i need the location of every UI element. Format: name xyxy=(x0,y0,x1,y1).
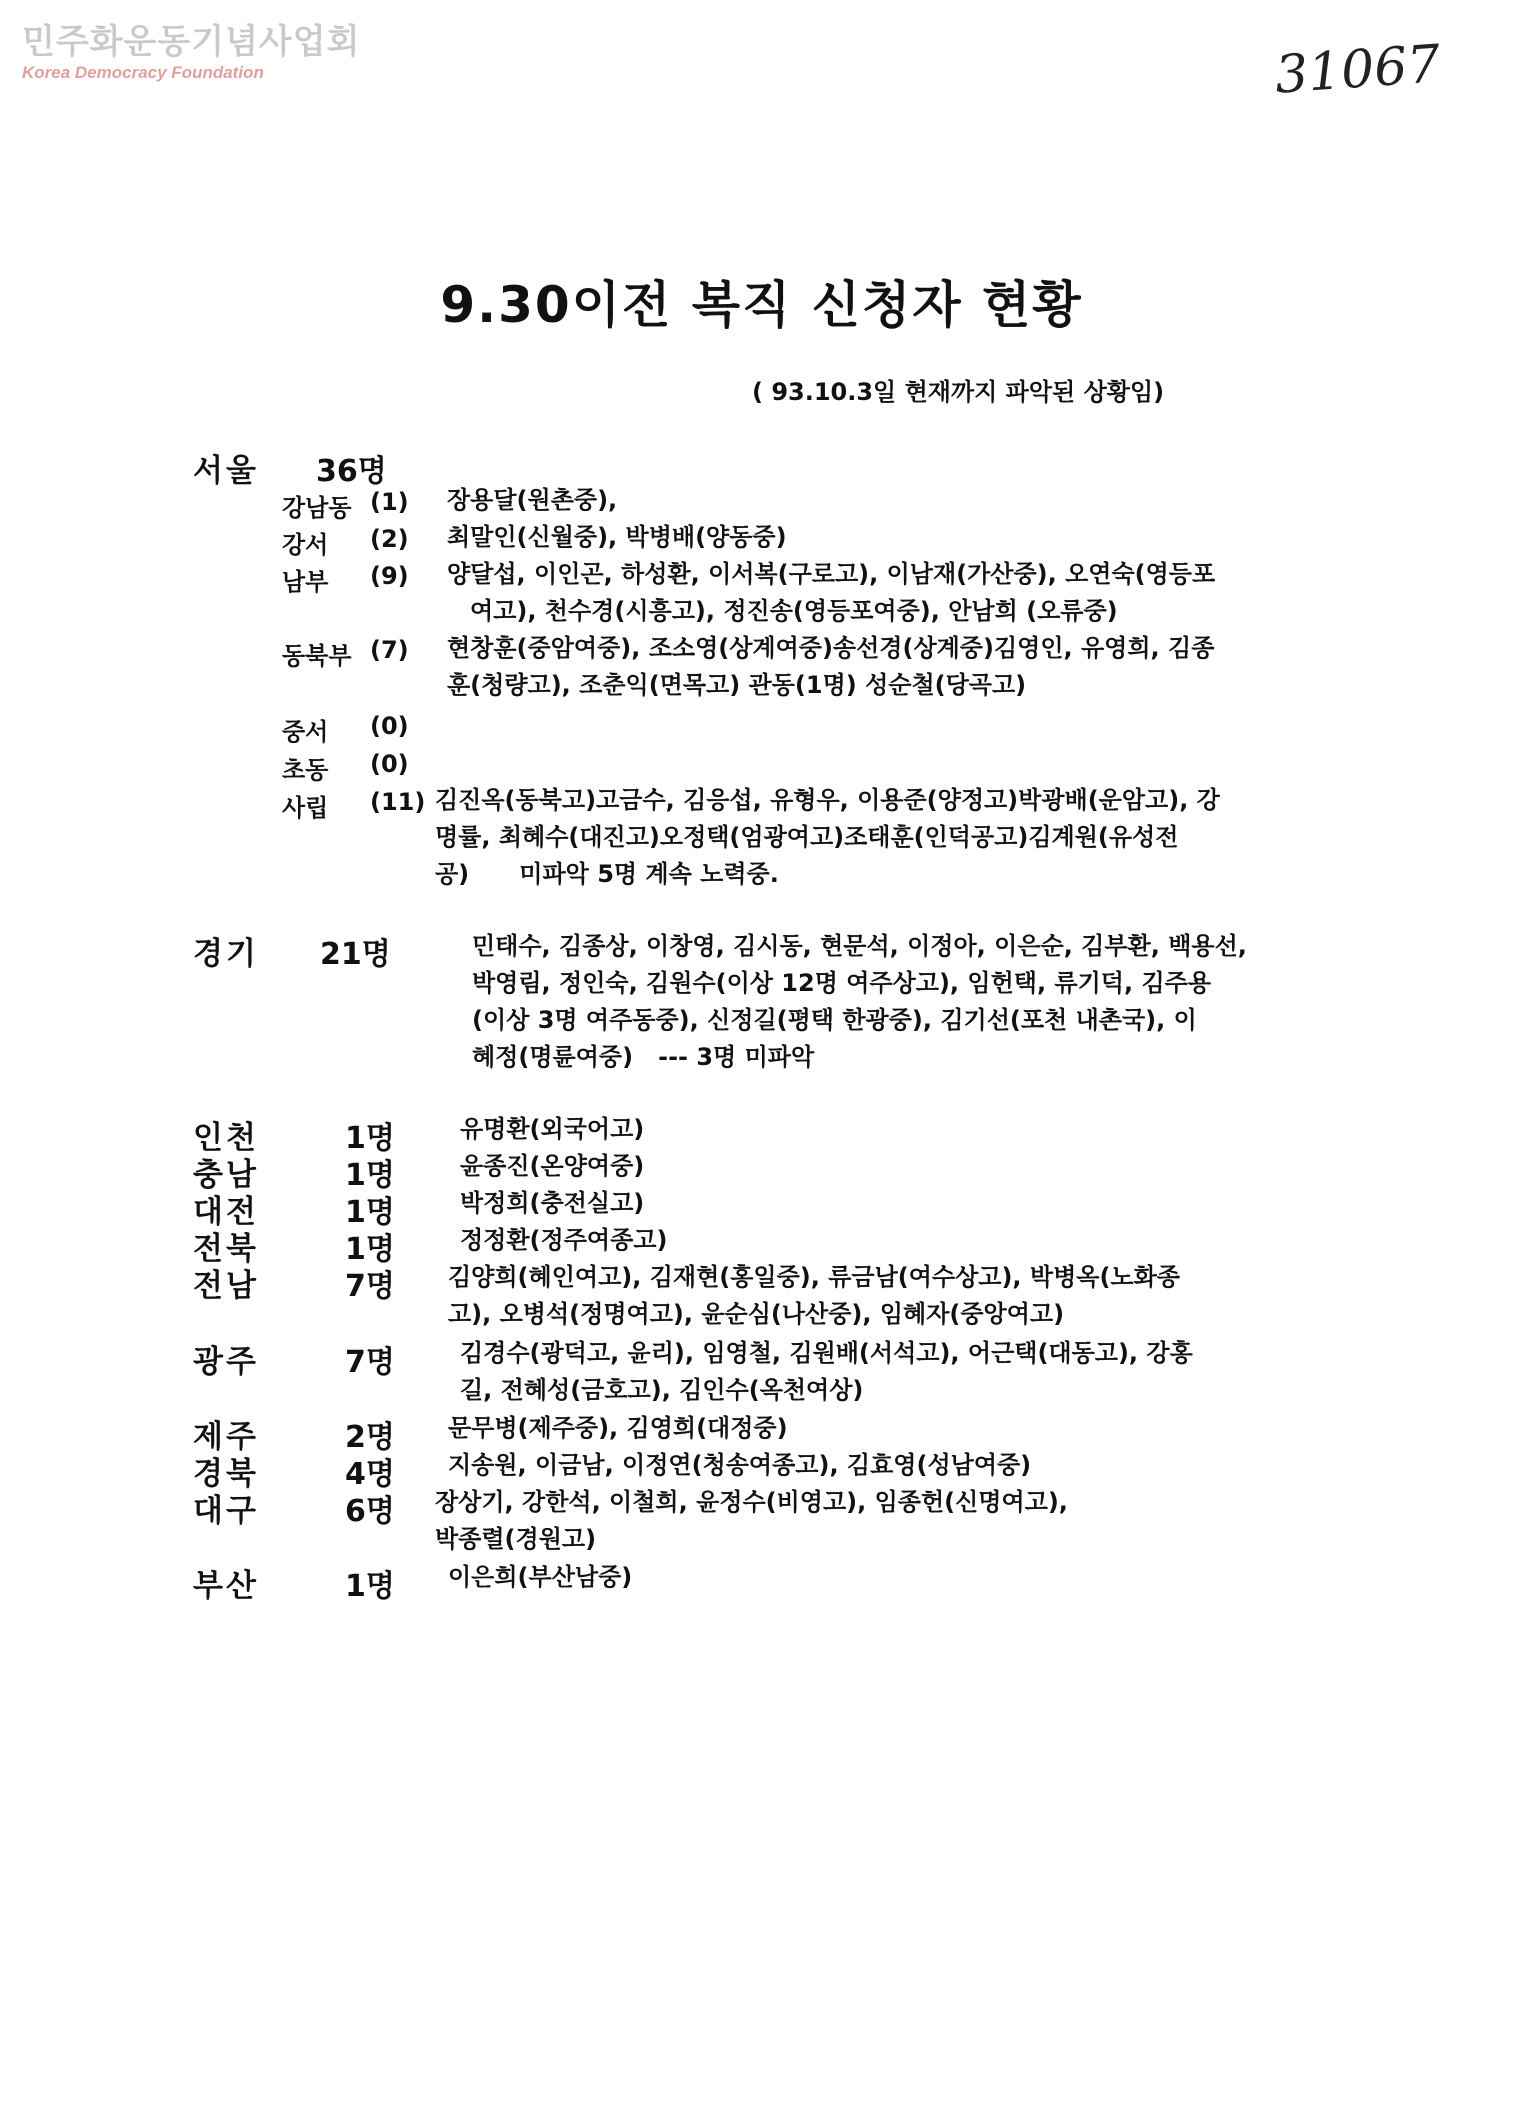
region-names-line: 김양희(혜인여고), 김재현(홍일중), 류금남(여수상고), 박병옥(노화종 xyxy=(448,1263,1180,1291)
region-gyeonggi-count: 21명 xyxy=(320,937,391,972)
region-gyeongbuk-count: 4명 xyxy=(345,1457,395,1492)
region-seoul-count: 36명 xyxy=(316,454,387,489)
region-names-line: 이은희(부산남중) xyxy=(448,1563,633,1591)
region-names-line: 박종렬(경원고) xyxy=(435,1525,597,1553)
region-busan-label: 부산 xyxy=(193,1568,259,1604)
district-names-line: 명률, 최혜수(대진고)오정택(엄광여고)조태훈(인덕공고)김계원(유성전 xyxy=(435,823,1179,851)
region-names-line: 문무병(제주중), 김영희(대정중) xyxy=(448,1414,788,1442)
region-names-line: 길, 전혜성(금호고), 김인수(옥천여상) xyxy=(460,1376,864,1404)
district-count: (0) xyxy=(370,712,409,740)
region-daegu-label: 대구 xyxy=(193,1493,259,1529)
region-seoul-label: 서울 xyxy=(193,453,259,489)
district-count: (9) xyxy=(370,562,409,590)
district-count: (7) xyxy=(370,636,409,664)
region-names-line: 장상기, 강한석, 이철희, 윤정수(비영고), 임종헌(신명여고), xyxy=(435,1488,1068,1516)
region-jeju-count: 2명 xyxy=(345,1420,395,1455)
gyeonggi-names-line: 민태수, 김종상, 이창영, 김시동, 현문석, 이정아, 이은순, 김부환, 백용선, xyxy=(472,932,1247,960)
region-incheon-label: 인천 xyxy=(193,1120,259,1156)
region-daejeon-count: 1명 xyxy=(345,1195,395,1230)
region-jeonnam-count: 7명 xyxy=(345,1269,395,1304)
district-name: 동북부 xyxy=(282,642,352,670)
region-gyeongbuk-label: 경북 xyxy=(193,1456,259,1492)
district-name: 중서 xyxy=(282,718,329,746)
district-names-line: 장용달(원촌중), xyxy=(447,486,618,514)
handwritten-doc-number: 31067 xyxy=(1273,34,1443,106)
district-count: (0) xyxy=(370,750,409,778)
district-name: 초동 xyxy=(282,756,329,784)
gyeonggi-names-line: 혜정(명륜여중) --- 3명 미파악 xyxy=(472,1043,815,1071)
region-busan-count: 1명 xyxy=(345,1569,395,1604)
page-title: 9.30이전 복직 신청자 현황 xyxy=(440,276,1083,334)
region-names-line: 고), 오병석(정명여고), 윤순심(나산중), 임혜자(중앙여고) xyxy=(448,1300,1065,1328)
region-incheon-count: 1명 xyxy=(345,1121,395,1156)
region-gyeonggi-label: 경기 xyxy=(193,936,259,972)
watermark-org-english: Korea Democracy Foundation xyxy=(22,63,264,82)
region-gwangju-label: 광주 xyxy=(193,1344,259,1380)
region-daejeon-label: 대전 xyxy=(193,1194,259,1230)
district-names-line: 공) 미파악 5명 계속 노력중. xyxy=(435,860,779,888)
district-names-line: 현창훈(중암여중), 조소영(상계여중)송선경(상계중)김영인, 유영희, 김종 xyxy=(447,634,1215,662)
district-names-line: 여고), 천수경(시흥고), 정진송(영등포여중), 안남희 (오류중) xyxy=(470,597,1118,625)
watermark-logo xyxy=(22,22,360,84)
region-names-line: 유명환(외국어고) xyxy=(460,1115,645,1143)
region-names-line: 박정희(충전실고) xyxy=(460,1189,645,1217)
region-chungnam-count: 1명 xyxy=(345,1158,395,1193)
district-names-line: 김진옥(동북고)고금수, 김응섭, 유형우, 이용준(양정고)박광배(운암고), 강 xyxy=(435,786,1220,814)
region-names-line: 정정환(정주여종고) xyxy=(460,1226,668,1254)
district-name: 남부 xyxy=(282,568,329,596)
district-name: 강남동 xyxy=(282,494,352,522)
district-name: 사립 xyxy=(282,794,329,822)
region-gwangju-count: 7명 xyxy=(345,1345,395,1380)
district-count: (2) xyxy=(370,525,409,553)
district-count: (11) xyxy=(370,788,426,816)
watermark-org-korean: 민주화운동기념사업회 xyxy=(22,22,361,62)
region-daegu-count: 6명 xyxy=(345,1494,395,1529)
region-chungnam-label: 충남 xyxy=(193,1157,259,1193)
region-names-line: 지송원, 이금남, 이정연(청송여종고), 김효영(성남여중) xyxy=(448,1451,1032,1479)
district-name: 강서 xyxy=(282,531,329,559)
region-names-line: 윤종진(온양여중) xyxy=(460,1152,645,1180)
gyeonggi-names-line: 박영림, 정인숙, 김원수(이상 12명 여주상고), 임헌택, 류기덕, 김주용 xyxy=(472,969,1212,997)
district-names-line: 양달섭, 이인곤, 하성환, 이서복(구로고), 이남재(가산중), 오연숙(영등포 xyxy=(447,560,1216,588)
region-jeonbuk-label: 전북 xyxy=(193,1231,259,1267)
district-names-line: 최말인(신월중), 박병배(양동중) xyxy=(447,523,787,551)
region-jeonbuk-count: 1명 xyxy=(345,1232,395,1267)
district-names-line: 훈(청량고), 조춘익(면목고) 관동(1명) 성순철(당곡고) xyxy=(447,671,1027,699)
page-subtitle: ( 93.10.3일 현재까지 파악된 상황임) xyxy=(752,378,1165,406)
district-count: (1) xyxy=(370,488,409,516)
gyeonggi-names-line: (이상 3명 여주동중), 신정길(평택 한광중), 김기선(포천 내촌국), 이 xyxy=(472,1006,1197,1034)
region-jeonnam-label: 전남 xyxy=(193,1268,259,1304)
region-jeju-label: 제주 xyxy=(193,1419,259,1455)
region-names-line: 김경수(광덕고, 윤리), 임영철, 김원배(서석고), 어근택(대동고), 강홍 xyxy=(460,1339,1193,1367)
